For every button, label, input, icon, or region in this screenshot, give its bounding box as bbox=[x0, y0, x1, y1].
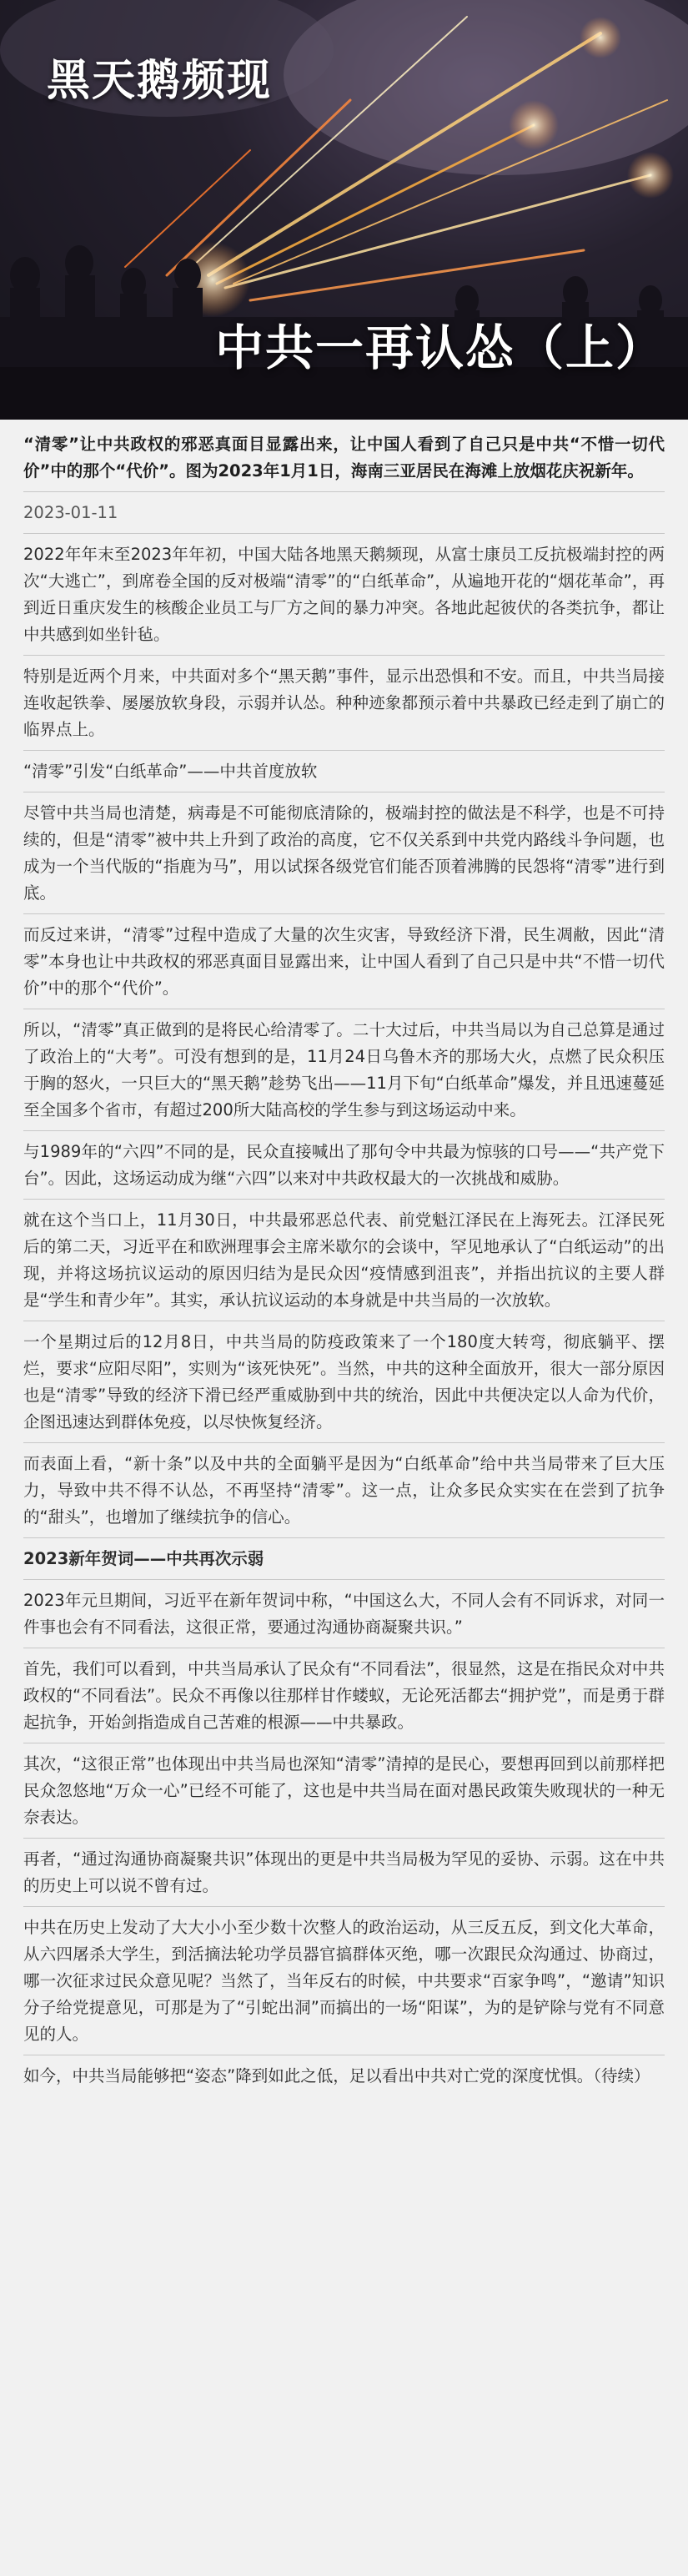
divider bbox=[23, 1199, 665, 1200]
paragraph: 其次，“这很正常”也体现出中共当局也深知“清零”清掉的是民心，要想再回到以前那样把民众忽悠地“万众一心”已经不可能了，这也是中共当局在面对愚民政策失败现状的一种无奈表达。 bbox=[23, 1754, 665, 1827]
divider bbox=[23, 1130, 665, 1131]
divider bbox=[23, 1442, 665, 1443]
paragraph: 特别是近两个月来，中共面对多个“黑天鹅”事件，显示出恐惧和不安。而且，中共当局接连收起铁拳、屡屡放软身段，示弱并认怂。种种迹象都预示着中共暴政已经走到了崩亡的临界点上。 bbox=[23, 667, 665, 739]
divider bbox=[23, 1579, 665, 1580]
section-heading: 2023新年贺词——中共再次示弱 bbox=[23, 1549, 264, 1568]
paragraph: 首先，我们可以看到，中共当局承认了民众有“不同看法”，很显然，这是在指民众对中共政权的“不同看法”。民众不再像以往那样甘作蝼蚁，无论死活都去“拥护党”，而是勇于群起抗争，开始剑指造成自己苦难的根源——中共暴政。 bbox=[23, 1659, 665, 1732]
divider bbox=[23, 1838, 665, 1839]
hero-title: 黑天鹅频现 bbox=[47, 56, 273, 106]
paragraph: 如今，中共当局能够把“姿态”降到如此之低，足以看出中共对亡党的深度忧惧。（待续） bbox=[23, 2066, 650, 2085]
image-caption: “清零”让中共政权的邪恶真面目显露出来，让中国人看到了自己只是中共“不惜一切代价”中的那个“代价”。图为2023年1月1日，海南三亚居民在海滩上放烟花庆祝新年。 bbox=[23, 435, 665, 480]
hero-subtitle: 中共一再认怂（上） bbox=[215, 319, 666, 376]
paragraph: 所以，“清零”真正做到的是将民心给清零了。二十大过后，中共当局以为自己总算是通过了政治上的“大考”。可没有想到的是，11月24日乌鲁木齐的那场大火，点燃了民众积压于胸的怒火，一只巨大的“黑天鹅”趁势飞出——11月下旬“白纸革命”爆发，并且迅速蔓延至全国多个省市，有超过200所大陆高校的学生参与到这场运动中来。 bbox=[23, 1020, 665, 1119]
hero-image bbox=[0, 0, 688, 420]
divider bbox=[23, 491, 665, 492]
divider bbox=[23, 655, 665, 656]
section-heading: “清零”引发“白纸革命”——中共首度放软 bbox=[23, 762, 318, 781]
paragraph: 再者，“通过沟通协商凝聚共识”体现出的更是中共当局极为罕见的妥协、示弱。这在中共的历史上可以说不曾有过。 bbox=[23, 1849, 665, 1895]
paragraph: 而反过来讲，“清零”过程中造成了大量的次生灾害，导致经济下滑，民生凋敝，因此“清零”本身也让中共政权的邪恶真面目显露出来，让中国人看到了自己只是中共“不惜一切代价”中的那个“代价”。 bbox=[23, 925, 665, 998]
paragraph: 2023年元旦期间，习近平在新年贺词中称，“中国这么大，不同人会有不同诉求，对同一件事也会有不同看法，这很正常，要通过沟通协商凝聚共识。” bbox=[23, 1591, 665, 1637]
paragraph: 而表面上看，“新十条”以及中共的全面躺平是因为“白纸革命”给中共当局带来了巨大压力，导致中共不得不认怂，不再坚持“清零”。这一点，让众多民众实实在在尝到了抗争的“甜头”，也增加了继续抗争的信心。 bbox=[23, 1454, 665, 1527]
divider bbox=[23, 750, 665, 751]
divider bbox=[23, 913, 665, 914]
article-body bbox=[0, 420, 688, 2090]
paragraph: 与1989年的“六四”不同的是，民众直接喊出了那句令中共最为惊骇的口号——“共产党下台”。因此，这场运动成为继“六四”以来对中共政权最大的一次挑战和威胁。 bbox=[23, 1142, 665, 1188]
paragraph: 一个星期过后的12月8日，中共当局的防疫政策来了一个180度大转弯，彻底躺平、摆烂，要求“应阳尽阳”，实则为“该死快死”。当然，中共的这种全面放开，很大一部分原因也是“清零”导致的经济下滑已经严重威胁到中共的统治，因此中共便决定以人命为代价，企图迅速达到群体免疫，以尽快恢复经济。 bbox=[23, 1332, 665, 1431]
paragraph: 就在这个当口上，11月30日，中共最邪恶总代表、前党魁江泽民在上海死去。江泽民死后的第二天，习近平在和欧洲理事会主席米歇尔的会谈中，罕见地承认了“白纸运动”的出现，并将这场抗议运动的原因归结为是民众因“疫情感到沮丧”，并指出抗议的主要人群是“学生和青少年”。其实，承认抗议运动的本身就是中共当局的一次放软。 bbox=[23, 1210, 665, 1310]
divider bbox=[23, 1906, 665, 1907]
divider bbox=[23, 533, 665, 534]
divider bbox=[23, 1537, 665, 1538]
paragraph: 中共在历史上发动了大大小小至少数十次整人的政治运动，从三反五反，到文化大革命，从六四屠杀大学生，到活摘法轮功学员器官搞群体灭绝，哪一次跟民众沟通过、协商过，哪一次征求过民众意见呢？当然了，当年反右的时候，中共要求“百家争鸣”，“邀请”知识分子给党提意见，可那是为了“引蛇出洞”而搞出的一场“阳谋”，为的是铲除与党有不同意见的人。 bbox=[23, 1918, 665, 2044]
publish-date: 2023-01-11 bbox=[23, 503, 118, 522]
paragraph: 尽管中共当局也清楚，病毒是不可能彻底清除的，极端封控的做法是不科学，也是不可持续的，但是“清零”被中共上升到了政治的高度，它不仅关系到中共党内路线斗争问题，也成为一个当代版的“指鹿为马”，用以试探各级党官们能否顶着沸腾的民怨将“清零”进行到底。 bbox=[23, 803, 665, 903]
paragraph: 2022年年末至2023年年初，中国大陆各地黑天鹅频现，从富士康员工反抗极端封控的两次“大逃亡”，到席卷全国的反对极端“清零”的“白纸革命”，从遍地开花的“烟花革命”，再到近日重庆发生的核酸企业员工与厂方之间的暴力冲突。各地此起彼伏的各类抗争，都让中共感到如坐针毡。 bbox=[23, 545, 665, 644]
